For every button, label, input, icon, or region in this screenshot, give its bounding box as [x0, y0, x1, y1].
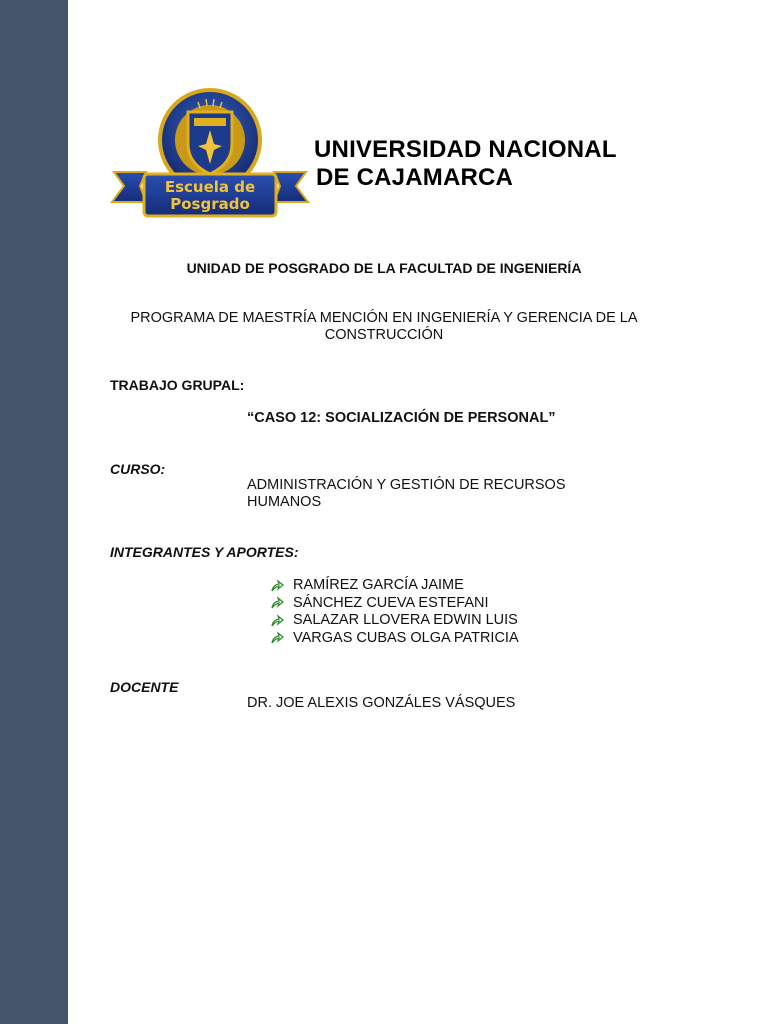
arrow-bullet-icon [270, 631, 284, 645]
member-name: VARGAS CUBAS OLGA PATRICIA [293, 629, 519, 646]
member-name: SÁNCHEZ CUEVA ESTEFANI [293, 594, 489, 611]
program-heading [100, 310, 668, 344]
teacher-label: DOCENTE [110, 679, 179, 695]
arrow-bullet-icon [270, 579, 284, 593]
university-title [314, 136, 617, 192]
members-label: INTEGRANTES Y APORTES: [110, 544, 299, 560]
arrow-bullet-icon [270, 614, 284, 628]
member-name: SALAZAR LLOVERA EDWIN LUIS [293, 612, 518, 628]
side-color-band [0, 0, 68, 1024]
work-label: TRABAJO GRUPAL: [110, 377, 245, 393]
course-name-line1: ADMINISTRACIÓN Y GESTIÓN DE RECURSOS [247, 477, 566, 493]
escuela-posgrado-logo [110, 82, 310, 220]
list-item [270, 577, 519, 595]
teacher-name: DR. JOE ALEXIS GONZÁLES VÁSQUES [247, 695, 516, 711]
logo-text-line1: Escuela de [164, 178, 256, 196]
program-line1: PROGRAMA DE MAESTRÍA MENCIÓN EN INGENIERÍA Y GERENCIA DE LA [130, 310, 638, 326]
university-title-line2: DE CAJAMARCA [316, 164, 514, 191]
list-item [270, 630, 519, 648]
course-name-line2: HUMANOS [247, 494, 322, 510]
list-item [270, 612, 519, 630]
course-name [247, 477, 566, 511]
university-title-line1: UNIVERSIDAD NACIONAL [314, 136, 617, 163]
member-name: RAMÍREZ GARCÍA JAIME [293, 577, 464, 593]
graduate-unit-heading: UNIDAD DE POSGRADO DE LA FACULTAD DE INGENIERÍA [186, 260, 582, 276]
course-label: CURSO: [110, 461, 166, 477]
list-item [270, 595, 519, 613]
arrow-bullet-icon [270, 596, 284, 610]
members-list [270, 577, 519, 647]
program-line2: CONSTRUCCIÓN [324, 327, 444, 343]
work-title: “CASO 12: SOCIALIZACIÓN DE PERSONAL” [247, 410, 556, 426]
logo-text-line2: Posgrado [170, 195, 250, 213]
